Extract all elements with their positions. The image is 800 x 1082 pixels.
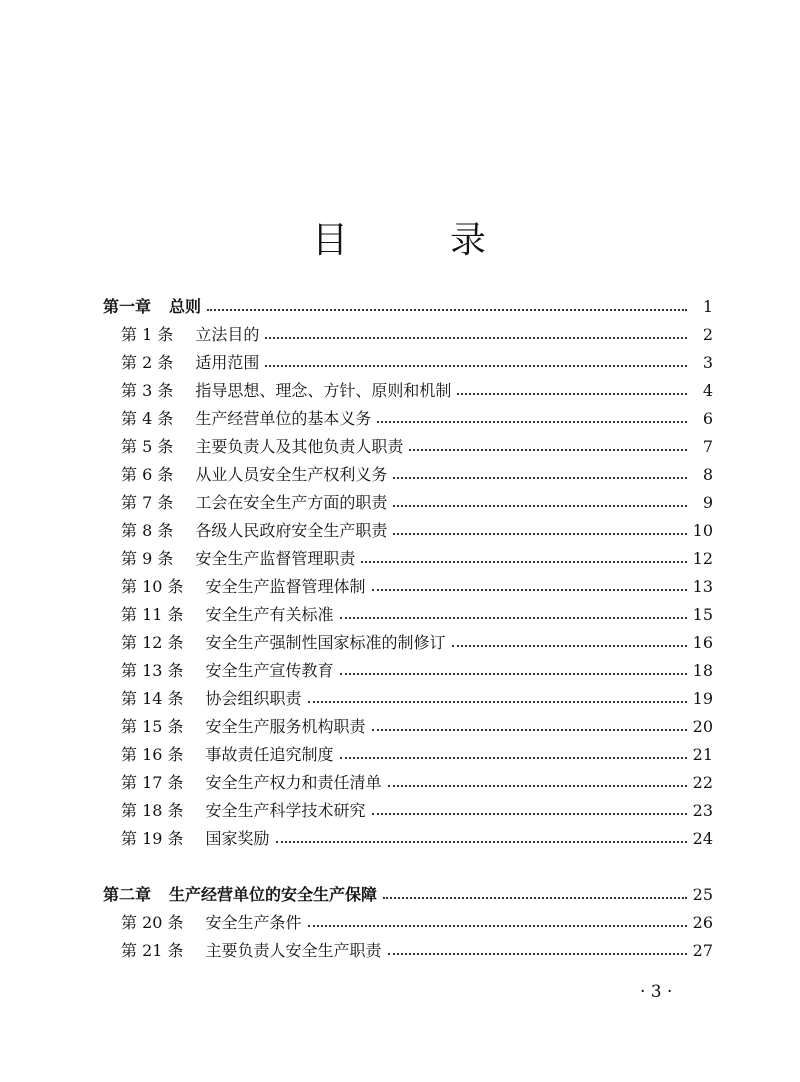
page-ref: 6 <box>702 409 713 428</box>
article-number: 第 13 条 <box>121 661 184 680</box>
page-ref: 3 <box>702 353 713 372</box>
title-char-2: 录 <box>450 220 489 261</box>
article-title: 安全生产宣传教育 <box>205 661 334 680</box>
dot-leader <box>388 785 687 787</box>
article-number: 第 12 条 <box>121 633 184 652</box>
dot-leader <box>308 701 687 703</box>
page-ref: 27 <box>692 941 713 960</box>
page-ref: 22 <box>692 773 713 792</box>
page-number: · 3 · <box>640 982 673 1002</box>
dot-leader <box>265 337 687 339</box>
page-ref: 19 <box>692 689 713 708</box>
dot-leader <box>276 841 687 843</box>
toc-article-entry[interactable] <box>103 461 713 489</box>
toc-chapter-entry[interactable] <box>103 293 713 321</box>
article-title: 从业人员安全生产权利义务 <box>195 465 388 484</box>
article-number: 第 10 条 <box>121 577 184 596</box>
toc-article-entry[interactable] <box>103 937 713 965</box>
article-title: 生产经营单位的基本义务 <box>195 409 372 428</box>
toc-article-entry[interactable] <box>103 825 713 853</box>
page-ref: 25 <box>692 885 713 904</box>
page-ref: 24 <box>692 829 713 848</box>
toc-article-entry[interactable] <box>103 321 713 349</box>
page-ref: 20 <box>692 717 713 736</box>
article-title: 事故责任追究制度 <box>205 745 334 764</box>
article-number: 第 20 条 <box>121 913 184 932</box>
page-ref: 18 <box>692 661 713 680</box>
chapter-spacer <box>103 853 713 881</box>
chapter-title: 总则 <box>169 297 202 316</box>
page-ref: 13 <box>692 577 713 596</box>
toc-article-entry[interactable] <box>103 517 713 545</box>
article-number: 第 7 条 <box>121 493 174 512</box>
page-ref: 2 <box>702 325 713 344</box>
toc-article-entry[interactable] <box>103 545 713 573</box>
page-ref: 1 <box>702 297 713 316</box>
article-title: 安全生产权力和责任清单 <box>205 773 382 792</box>
article-number: 第 14 条 <box>121 689 184 708</box>
article-number: 第 6 条 <box>121 465 174 484</box>
article-number: 第 15 条 <box>121 717 184 736</box>
article-number: 第 8 条 <box>121 521 174 540</box>
toc-article-entry[interactable] <box>103 741 713 769</box>
toc-article-entry[interactable] <box>103 909 713 937</box>
dot-leader <box>372 729 687 731</box>
toc-article-entry[interactable] <box>103 349 713 377</box>
toc-article-entry[interactable] <box>103 657 713 685</box>
toc-article-entry[interactable] <box>103 713 713 741</box>
article-title: 安全生产服务机构职责 <box>205 717 366 736</box>
dot-leader <box>340 757 687 759</box>
dot-leader <box>393 533 686 535</box>
chapter-number: 第二章 <box>103 885 152 904</box>
article-title: 主要负责人安全生产职责 <box>205 941 382 960</box>
toc-article-entry[interactable] <box>103 377 713 405</box>
article-number: 第 1 条 <box>121 325 174 344</box>
dot-leader <box>457 393 687 395</box>
article-title: 协会组织职责 <box>205 689 302 708</box>
dot-leader <box>383 897 687 899</box>
toc-article-entry[interactable] <box>103 629 713 657</box>
page-ref: 16 <box>692 633 713 652</box>
dot-leader <box>409 449 687 451</box>
article-number: 第 3 条 <box>121 381 174 400</box>
dot-leader <box>207 309 687 311</box>
article-title: 安全生产条件 <box>205 913 302 932</box>
table-of-contents <box>103 293 713 965</box>
dot-leader <box>340 673 687 675</box>
toc-article-entry[interactable] <box>103 489 713 517</box>
toc-article-entry[interactable] <box>103 573 713 601</box>
article-title: 适用范围 <box>195 353 260 372</box>
article-title: 主要负责人及其他负责人职责 <box>195 437 404 456</box>
article-title: 各级人民政府安全生产职责 <box>195 521 388 540</box>
article-number: 第 17 条 <box>121 773 184 792</box>
toc-article-entry[interactable] <box>103 769 713 797</box>
dot-leader <box>361 561 686 563</box>
article-title: 工会在安全生产方面的职责 <box>195 493 388 512</box>
chapter-number: 第一章 <box>103 297 152 316</box>
dot-leader <box>388 953 687 955</box>
page-ref: 8 <box>702 465 713 484</box>
toc-article-entry[interactable] <box>103 685 713 713</box>
page-ref: 21 <box>692 745 713 764</box>
article-number: 第 16 条 <box>121 745 184 764</box>
dot-leader <box>265 365 687 367</box>
dot-leader <box>372 813 687 815</box>
page-title <box>0 212 800 263</box>
page-ref: 12 <box>692 549 713 568</box>
article-number: 第 19 条 <box>121 829 184 848</box>
dot-leader <box>393 477 687 479</box>
page-ref: 10 <box>692 521 713 540</box>
dot-leader <box>372 589 687 591</box>
article-title: 国家奖励 <box>205 829 270 848</box>
article-title: 安全生产监督管理体制 <box>205 577 366 596</box>
page-ref: 9 <box>702 493 713 512</box>
dot-leader <box>377 421 687 423</box>
article-number: 第 18 条 <box>121 801 184 820</box>
page-ref: 26 <box>692 913 713 932</box>
article-number: 第 11 条 <box>121 605 184 624</box>
article-number: 第 2 条 <box>121 353 174 372</box>
page-ref: 7 <box>702 437 713 456</box>
article-number: 第 9 条 <box>121 549 174 568</box>
toc-article-entry[interactable] <box>103 797 713 825</box>
article-title: 指导思想、理念、方针、原则和机制 <box>195 381 452 400</box>
dot-leader <box>452 645 687 647</box>
toc-article-entry[interactable] <box>103 601 713 629</box>
toc-article-entry[interactable] <box>103 433 713 461</box>
dot-leader <box>308 925 687 927</box>
page-ref: 23 <box>692 801 713 820</box>
article-title: 安全生产有关标准 <box>205 605 334 624</box>
dot-leader <box>340 617 687 619</box>
title-char-1: 目 <box>311 220 350 261</box>
toc-article-entry[interactable] <box>103 405 713 433</box>
chapter-title: 生产经营单位的安全生产保障 <box>169 885 378 904</box>
page-ref: 4 <box>702 381 713 400</box>
article-number: 第 21 条 <box>121 941 184 960</box>
article-title: 立法目的 <box>195 325 260 344</box>
article-number: 第 5 条 <box>121 437 174 456</box>
article-title: 安全生产强制性国家标准的制修订 <box>205 633 446 652</box>
toc-chapter-entry[interactable] <box>103 881 713 909</box>
page-ref: 15 <box>692 605 713 624</box>
article-title: 安全生产科学技术研究 <box>205 801 366 820</box>
article-title: 安全生产监督管理职责 <box>195 549 356 568</box>
dot-leader <box>393 505 687 507</box>
article-number: 第 4 条 <box>121 409 174 428</box>
